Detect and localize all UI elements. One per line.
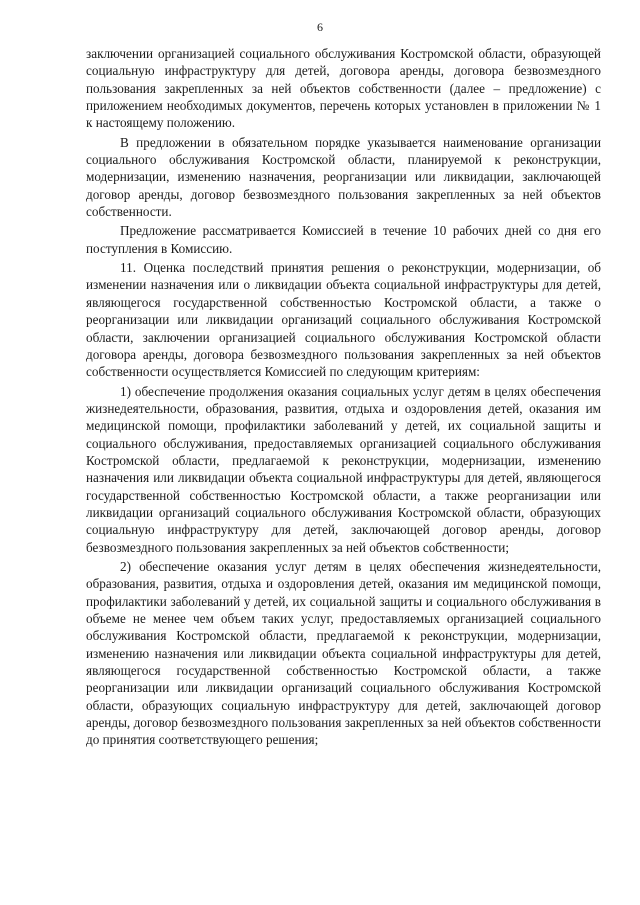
paragraph-review-period: Предложение рассматривается Комиссией в течение 10 рабочих дней со дня его поступления в Комиссию. bbox=[86, 223, 601, 256]
paragraph-criterion-2: 2) обеспечение оказания услуг детям в целях обеспечения жизнедеятельности, образования, развития, отдыха и оздоровления детей, оказания им медицинской помощи, профилактики заболеваний у детей, их социальной защиты и социального обслуживания в объеме не менее чем объем таких услуг, предоставляемых организацией социального обслуживания Костромской области, предлагаемой к реконструкции, модернизации, изменению назначения или ликвидации объекта социальной инфраструктуры для детей, являющегося государственной собственностью Костромской области, а также реорганизации или ликвидации организаций социального обслуживания Костромской области, образующих социальную инфраструктуру для детей, заключающей договор аренды, договор безвозмездного пользования закрепленных за ней объектов собственности до принятия соответствующего решения; bbox=[86, 558, 601, 748]
paragraph-continuation: заключении организацией социального обслуживания Костромской области, образующей социальную инфраструктуру для детей, договора аренды, договора безвозмездного пользования закрепленных за ней объектов собственности (далее – предложение) с приложением необходимых документов, перечень которых установлен в приложении № 1 к настоящему положению. bbox=[86, 46, 601, 131]
page-number: 6 bbox=[317, 20, 323, 34]
paragraph-criterion-1: 1) обеспечение продолжения оказания социальных услуг детям в целях обеспечения жизнедеятельности, образования, развития, отдыха и оздоровления детей, оказания им медицинской помощи, профилактики заболеваний у детей, их социальной защиты и социального обслуживания, предоставляемых организацией социального обслуживания Костромской области, предлагаемой к реконструкции, модернизации, изменению назначения или ликвидации объекта социальной инфраструктуры для детей, являющегося государственной собственностью Костромской области, а также реорганизации или ликвидации организаций социального обслуживания Костромской области, образующих социальную инфраструктуру для детей, заключающей договор аренды, договор безвозмездного пользования закрепленных за ней объектов собственности; bbox=[86, 383, 601, 555]
paragraph-proposal-content: В предложении в обязательном порядке указывается наименование организации социального обслуживания Костромской области, планируемой к реконструкции, модернизации, изменению назначения, реорганизации или ликвидации, заключающей договор аренды, договор безвозмездного пользования закрепленных за ней объектов собственности. bbox=[86, 134, 601, 220]
paragraph-clause-11: 11. Оценка последствий принятия решения о реконструкции, модернизации, об изменении назначения или о ликвидации объекта социальной инфраструктуры для детей, являющегося государственной собственностью Костромской области, а также о реорганизации или ликвидации организаций социального обслуживания Костромской области, заключении организацией социального обслуживания Костромской области договора аренды, договора безвозмездного пользования закрепленных за ней объектов собственности осуществляется Комиссией по следующим критериям: bbox=[86, 260, 601, 380]
document-body bbox=[86, 45, 601, 751]
